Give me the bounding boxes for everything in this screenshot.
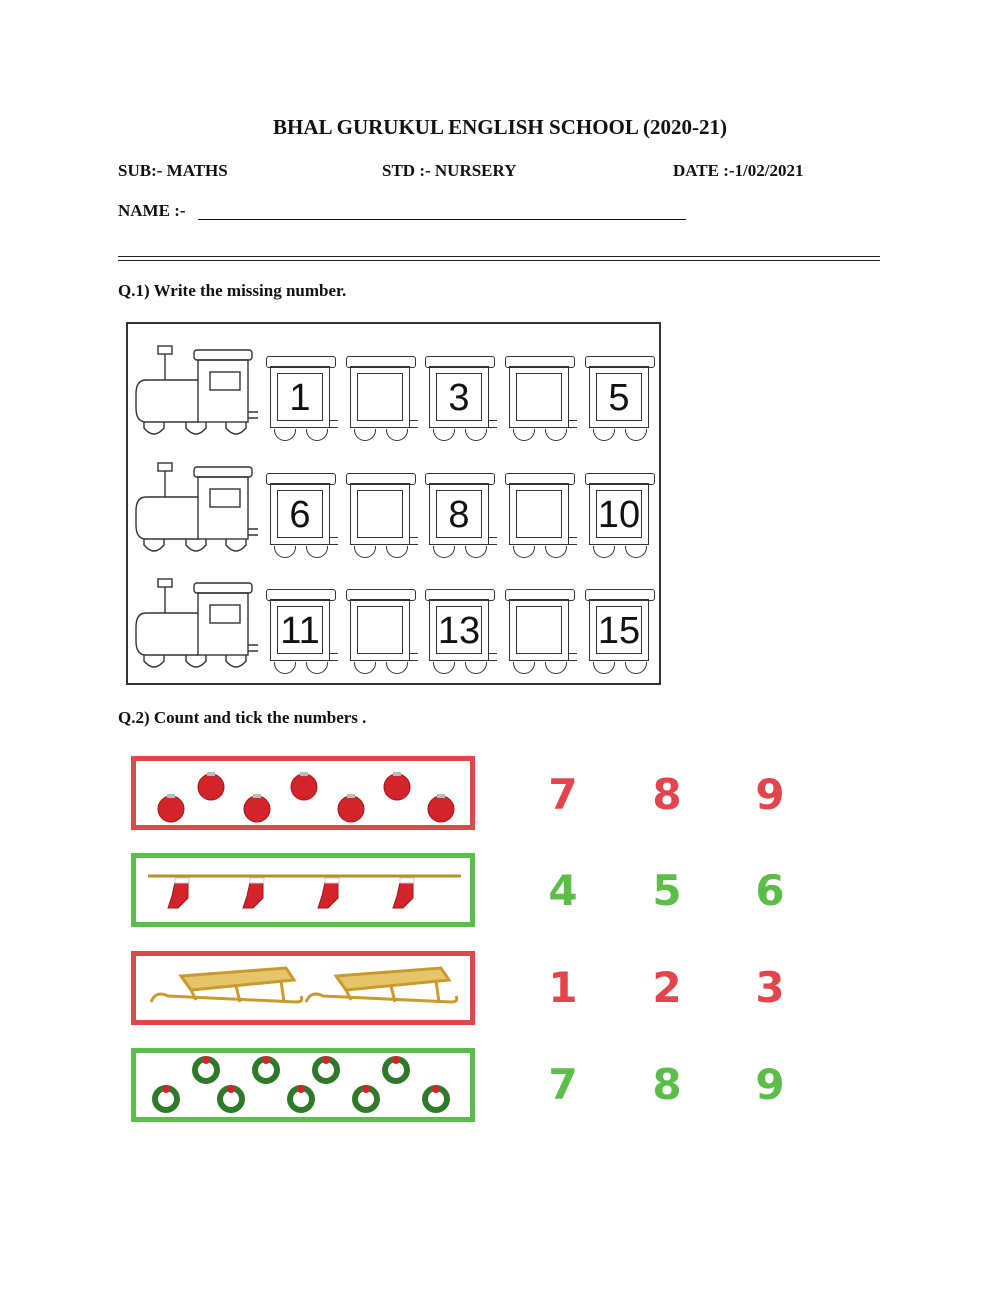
wheel-icon (306, 662, 328, 674)
ornament-icon (244, 796, 270, 822)
name-blank-line[interactable] (198, 219, 686, 220)
wheel-icon (274, 662, 296, 674)
train-car (425, 473, 495, 565)
subject-label: SUB:- MATHS (118, 161, 228, 180)
train-car (346, 356, 416, 448)
car-coupler (410, 420, 418, 428)
wheel-icon (625, 429, 647, 441)
ornaments-picture (136, 761, 470, 825)
train-row (128, 455, 663, 565)
car-coupler (410, 653, 418, 661)
train-car (346, 589, 416, 681)
standard-label: STD :- NURSERY (382, 161, 517, 180)
train-car (266, 589, 336, 681)
wheel-icon (433, 662, 455, 674)
car-body (589, 483, 649, 545)
car-body (429, 599, 489, 661)
number-box: 5 (596, 373, 642, 421)
divider (118, 256, 880, 257)
car-body (270, 483, 330, 545)
option-7[interactable]: 7 (548, 770, 578, 819)
car-body (509, 599, 569, 661)
car-body (350, 366, 410, 428)
wheel-icon (386, 662, 408, 674)
train-worksheet (126, 322, 661, 685)
train-car (585, 473, 655, 565)
school-title: BHAL GURUKUL ENGLISH SCHOOL (2020-21) (273, 115, 727, 139)
wheel-icon (274, 546, 296, 558)
car-body (509, 483, 569, 545)
number-box: 10 (596, 490, 642, 538)
wheel-icon (274, 429, 296, 441)
train-engine-icon (128, 338, 258, 448)
wheel-icon (513, 546, 535, 558)
missing-number-box[interactable] (516, 606, 562, 654)
option-8[interactable]: 8 (652, 1060, 682, 1109)
car-body (429, 483, 489, 545)
wreaths-picture (136, 1053, 470, 1123)
option-4[interactable]: 4 (548, 866, 578, 915)
ornament-icon (158, 796, 184, 822)
name-label: NAME :- (118, 201, 186, 220)
wheel-icon (433, 429, 455, 441)
car-body (350, 599, 410, 661)
option-1[interactable]: 1 (548, 963, 578, 1012)
wheel-icon (625, 662, 647, 674)
divider (118, 260, 880, 261)
wheel-icon (545, 662, 567, 674)
train-car (425, 356, 495, 448)
train-engine-icon (128, 455, 258, 565)
wheel-icon (306, 429, 328, 441)
car-coupler (330, 420, 338, 428)
ornament-icon (338, 796, 364, 822)
option-9[interactable]: 9 (755, 1060, 785, 1109)
missing-number-box[interactable] (357, 606, 403, 654)
car-body (509, 366, 569, 428)
option-3[interactable]: 3 (755, 963, 785, 1012)
train-row (128, 571, 663, 681)
train-row (128, 338, 663, 448)
wheel-icon (354, 546, 376, 558)
option-6[interactable]: 6 (755, 866, 785, 915)
ornament-icon (291, 774, 317, 800)
sled-icon (151, 968, 302, 1002)
car-coupler (489, 420, 497, 428)
train-car (505, 589, 575, 681)
number-box: 15 (596, 606, 642, 654)
car-coupler (569, 653, 577, 661)
car-coupler (569, 420, 577, 428)
ornament-picture-box (131, 756, 475, 830)
missing-number-box[interactable] (516, 373, 562, 421)
wheel-icon (545, 429, 567, 441)
train-car (585, 589, 655, 681)
wheel-icon (354, 429, 376, 441)
car-body (589, 599, 649, 661)
number-box: 8 (436, 490, 482, 538)
question-1: Q.1) Write the missing number. (118, 281, 347, 300)
wheel-icon (593, 546, 615, 558)
wheel-icon (625, 546, 647, 558)
car-body (270, 599, 330, 661)
wheel-icon (386, 429, 408, 441)
stockings-picture (136, 858, 470, 922)
car-coupler (410, 537, 418, 545)
option-7[interactable]: 7 (548, 1060, 578, 1109)
wheel-icon (593, 662, 615, 674)
option-5[interactable]: 5 (652, 866, 682, 915)
train-engine-icon (128, 571, 258, 681)
car-coupler (330, 537, 338, 545)
number-box: 1 (277, 373, 323, 421)
sled-picture-box (131, 951, 475, 1025)
wheel-icon (593, 429, 615, 441)
ornament-icon (198, 774, 224, 800)
car-body (270, 366, 330, 428)
car-coupler (330, 653, 338, 661)
car-body (589, 366, 649, 428)
number-box: 11 (277, 606, 323, 654)
wheel-icon (465, 662, 487, 674)
wheel-icon (513, 662, 535, 674)
wheel-icon (513, 429, 535, 441)
date-label: DATE :-1/02/2021 (673, 161, 804, 180)
train-car (585, 356, 655, 448)
wheel-icon (433, 546, 455, 558)
car-coupler (489, 537, 497, 545)
train-car (505, 473, 575, 565)
stocking-picture-box (131, 853, 475, 927)
wheel-icon (545, 546, 567, 558)
ornament-icon (384, 774, 410, 800)
sled-icon (306, 968, 457, 1002)
wheel-icon (354, 662, 376, 674)
wheel-icon (465, 546, 487, 558)
wheel-icon (386, 546, 408, 558)
option-9[interactable]: 9 (755, 770, 785, 819)
train-car (425, 589, 495, 681)
wheel-icon (465, 429, 487, 441)
question-2: Q.2) Count and tick the numbers . (118, 708, 367, 727)
option-2[interactable]: 2 (652, 963, 682, 1012)
number-box: 3 (436, 373, 482, 421)
missing-number-box[interactable] (516, 490, 562, 538)
train-car (505, 356, 575, 448)
car-body (350, 483, 410, 545)
train-car (346, 473, 416, 565)
number-box: 13 (436, 606, 482, 654)
car-body (429, 366, 489, 428)
number-box: 6 (277, 490, 323, 538)
missing-number-box[interactable] (357, 373, 403, 421)
sleds-picture (136, 956, 470, 1020)
car-coupler (489, 653, 497, 661)
train-car (266, 473, 336, 565)
train-car (266, 356, 336, 448)
ornament-icon (428, 796, 454, 822)
car-coupler (569, 537, 577, 545)
wreath-picture-box (131, 1048, 475, 1122)
missing-number-box[interactable] (357, 490, 403, 538)
option-8[interactable]: 8 (652, 770, 682, 819)
wheel-icon (306, 546, 328, 558)
